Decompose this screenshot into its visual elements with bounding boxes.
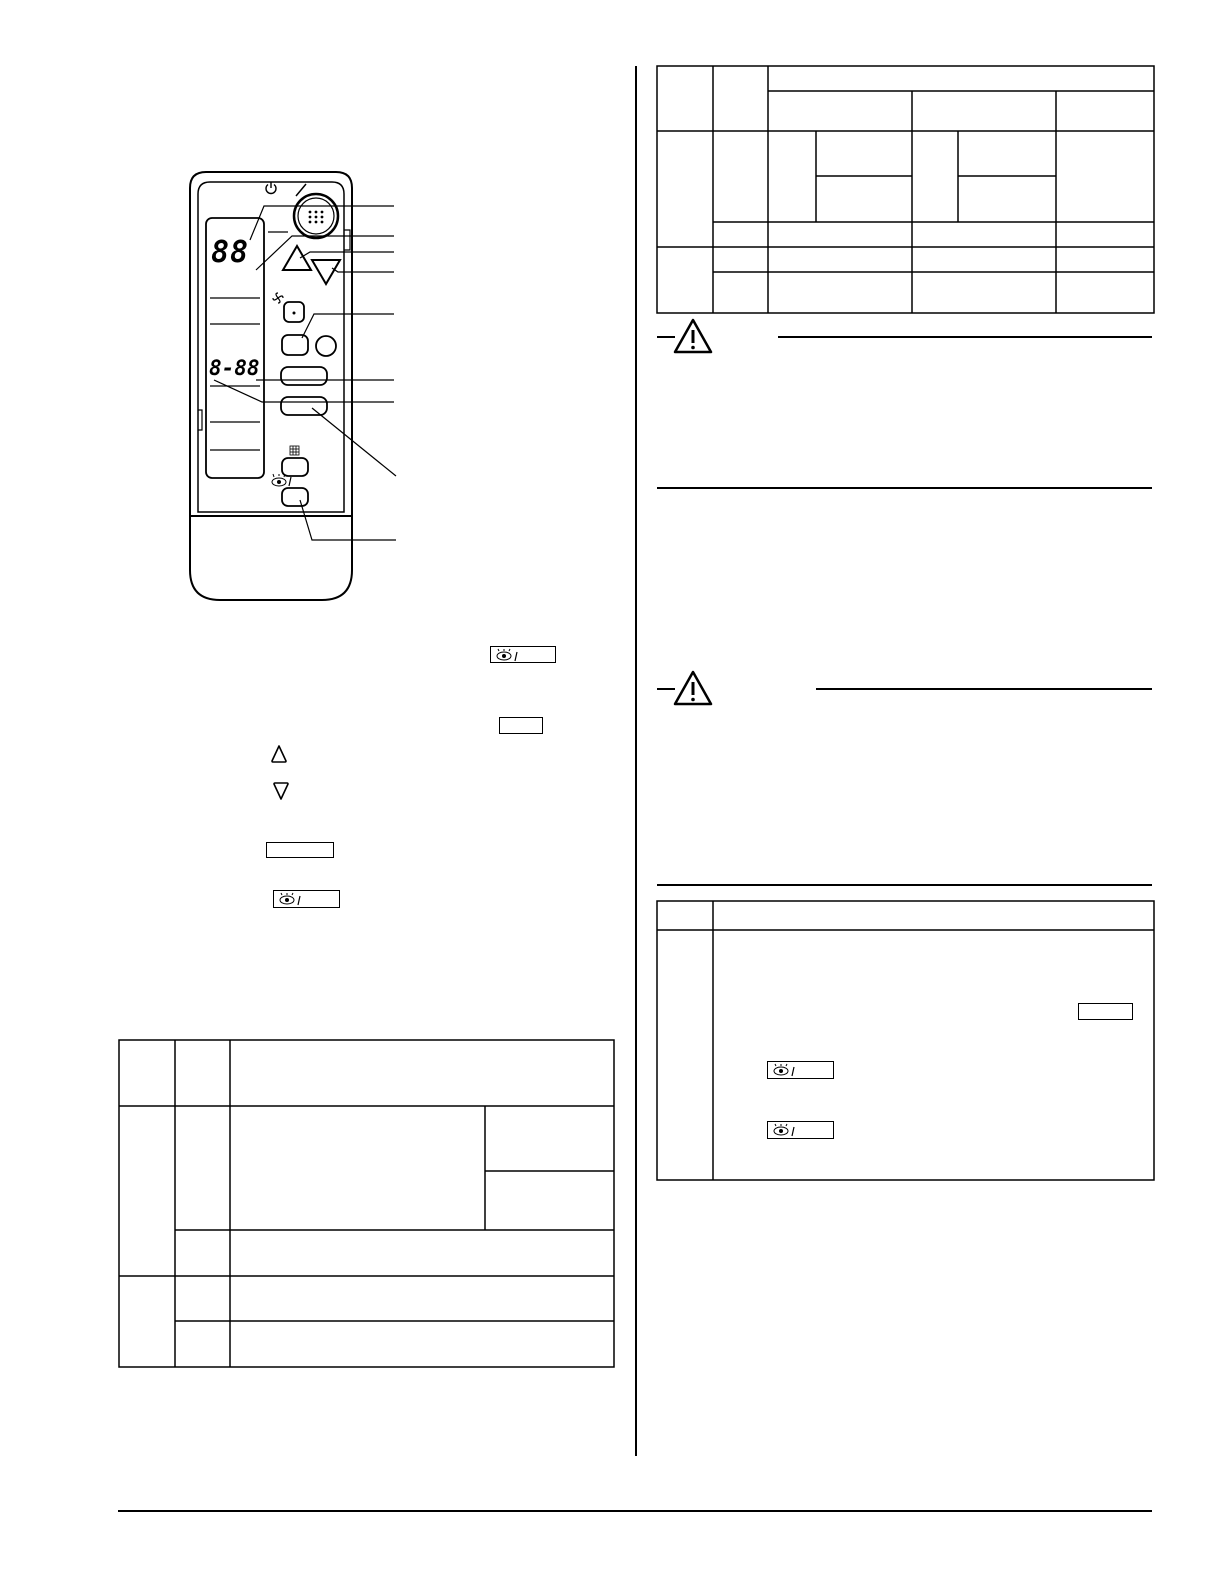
section-rule-1 xyxy=(657,487,1152,489)
warning-triangle-icon xyxy=(657,317,717,362)
eye-sensor-button-ref-3 xyxy=(767,1061,834,1079)
warning-triangle-icon-2 xyxy=(657,669,717,714)
eye-sensor-button-ref-4 xyxy=(767,1121,834,1139)
warning-rule-1 xyxy=(778,336,1152,338)
lcd-timer-digits: 8-88 xyxy=(209,356,260,380)
left-table xyxy=(0,0,620,1380)
mode-button-ref-2 xyxy=(1078,1003,1133,1020)
right-top-table xyxy=(620,0,1226,330)
warning-rule-2 xyxy=(816,688,1152,690)
right-bottom-table xyxy=(620,880,1226,1190)
lcd-top-digits: 88 xyxy=(211,235,250,270)
footer-rule xyxy=(118,1510,1152,1512)
